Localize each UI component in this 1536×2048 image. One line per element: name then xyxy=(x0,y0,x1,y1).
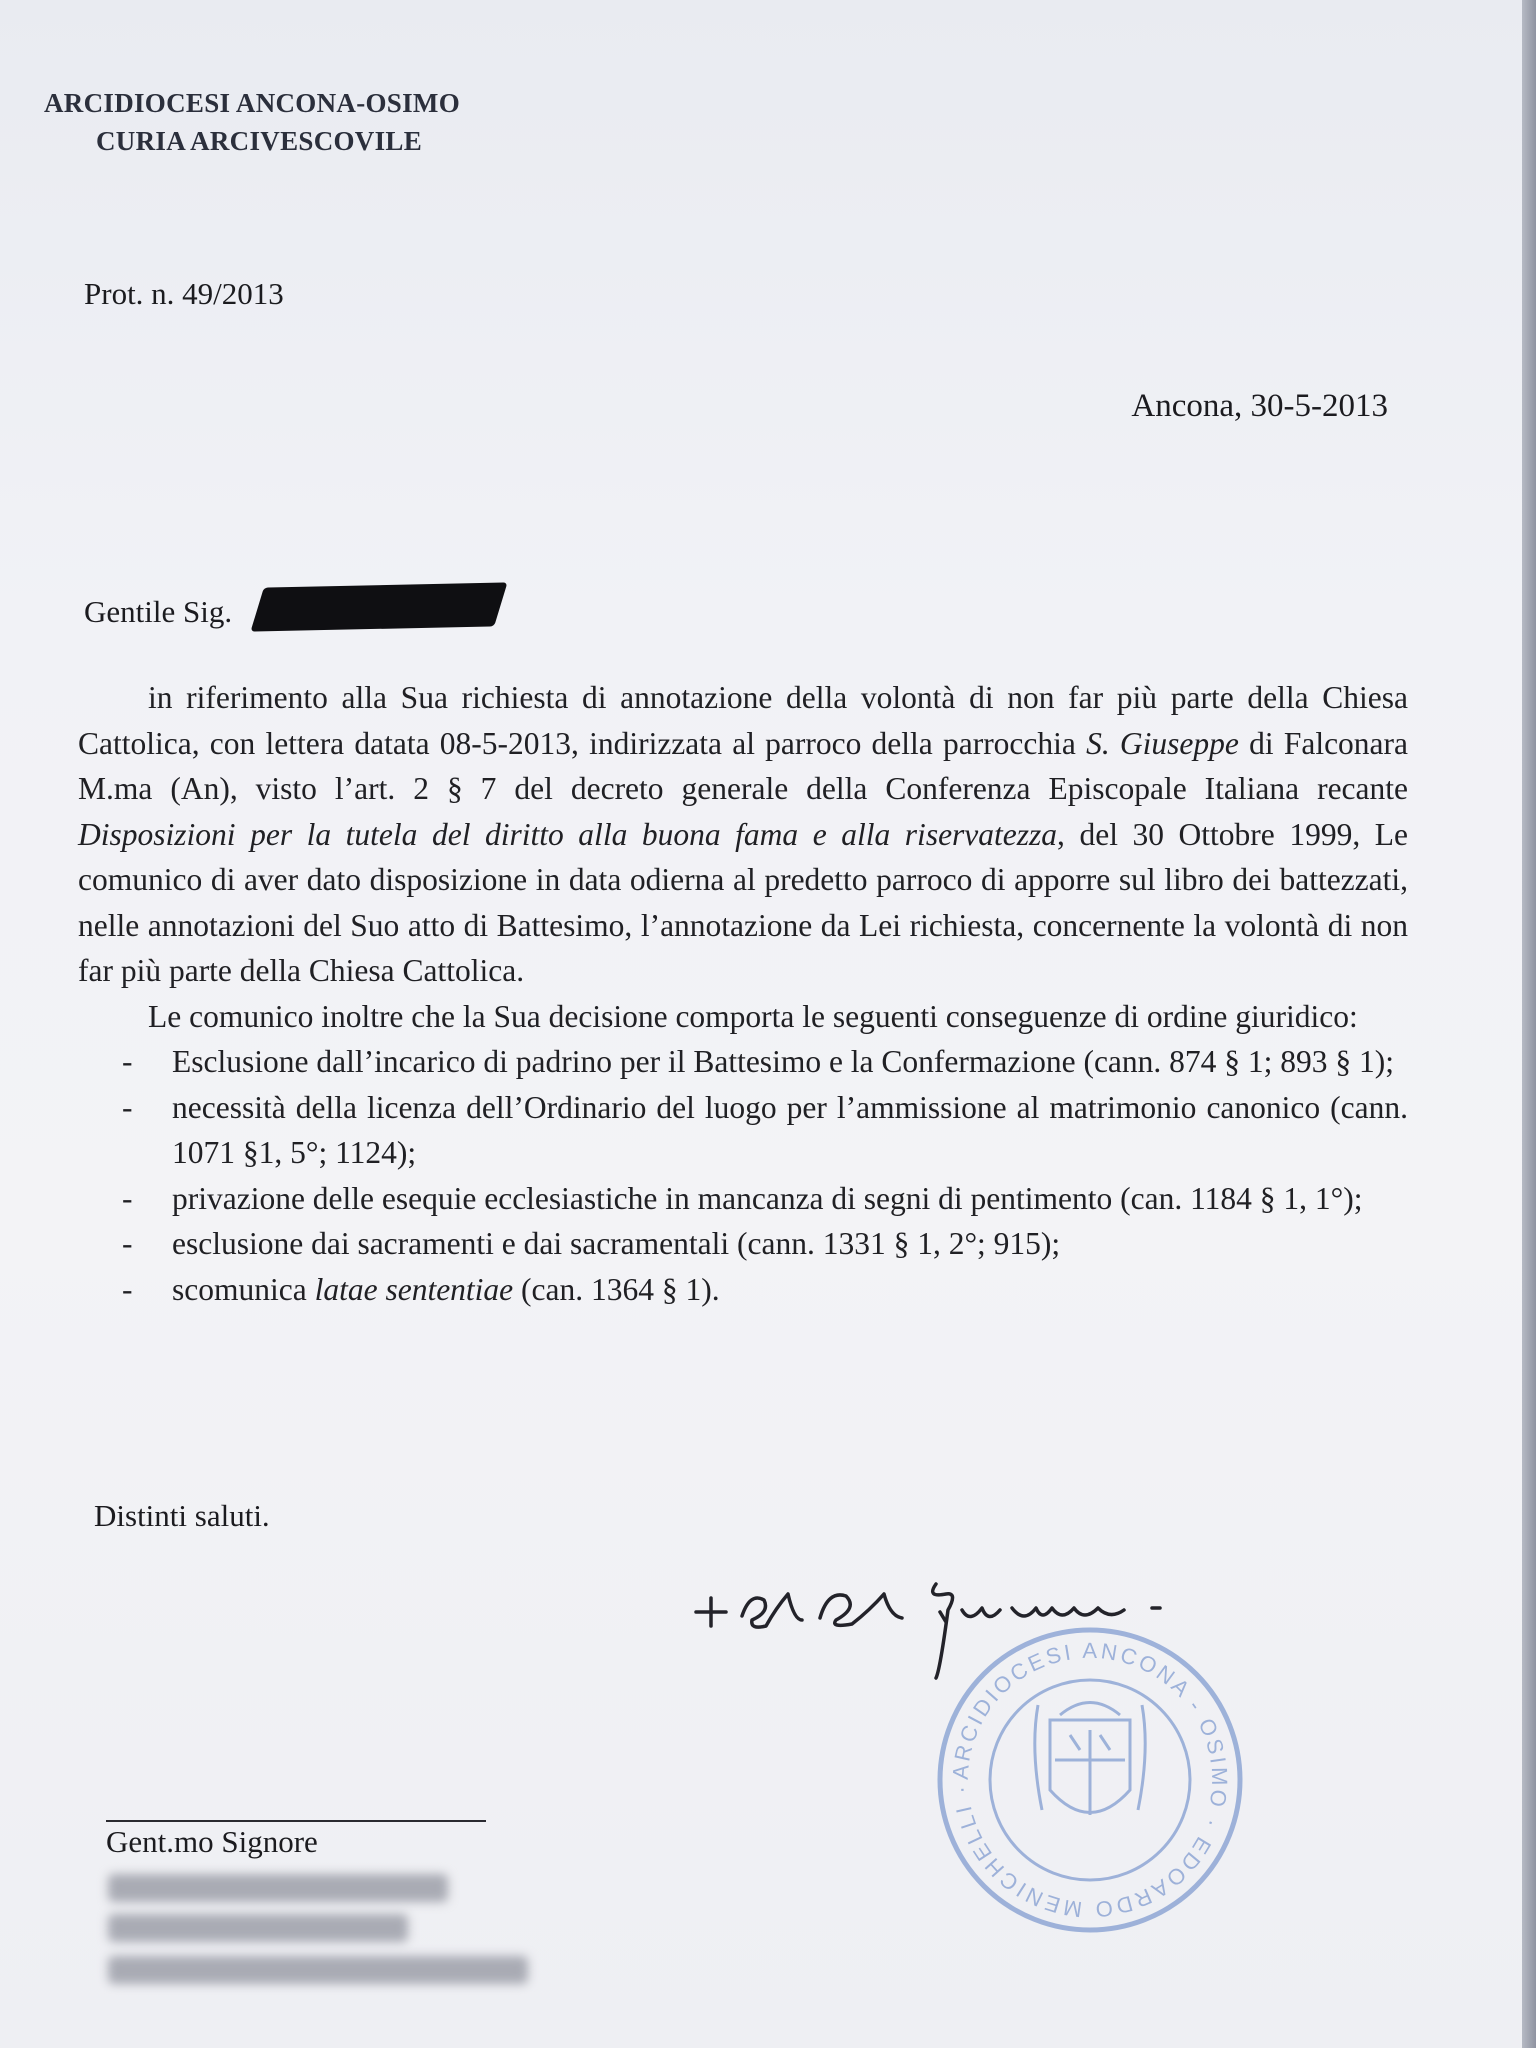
addressee-divider xyxy=(106,1820,486,1822)
letterhead-diocese: ARCIDIOCESI ANCONA-OSIMO xyxy=(44,88,460,118)
protocol-number: Prot. n. 49/2013 xyxy=(84,276,284,311)
list-item-text: esclusione dai sacramenti e dai sacramentali (cann. 1331 § 1, 2°; 915); xyxy=(172,1226,1061,1261)
list-item-text: (can. 1364 § 1). xyxy=(513,1271,720,1307)
letterhead-curia: CURIA ARCIVESCOVILE xyxy=(96,126,423,156)
letterhead xyxy=(44,84,460,160)
redacted-address xyxy=(108,1868,528,1998)
dash-bullet: - xyxy=(122,1226,133,1261)
redacted-name xyxy=(251,582,508,631)
stamp-text: ARCIDIOCESI ANCONA - OSIMO · EDOARDO MENICHELLI · xyxy=(947,1637,1233,1923)
paragraph-request xyxy=(78,675,1408,994)
dash-bullet: - xyxy=(122,1180,133,1216)
list-item xyxy=(78,1176,1408,1222)
latin-term: latae sententiae xyxy=(314,1271,514,1307)
paragraph-text: in riferimento alla Sua richiesta di annotazione della volontà di non far più parte della Chiesa Cattolica, con lettera datata 08-5-2013, indirizzata al parroco della parrocchia xyxy=(78,680,1408,761)
addressee-label: Gent.mo Signore xyxy=(106,1824,318,1859)
parish-name: S. Giuseppe xyxy=(1086,725,1239,761)
dash-bullet: - xyxy=(122,1089,133,1125)
list-item xyxy=(78,1267,1408,1313)
coat-of-arms-icon xyxy=(1035,1703,1145,1816)
place-date: Ancona, 30-5-2013 xyxy=(1131,388,1388,424)
list-item-text: Esclusione dall’incarico di padrino per il Battesimo e la Confermazione (cann. 874 § 1; 893 § 1); xyxy=(172,1044,1395,1079)
handwritten-signature xyxy=(690,1550,1270,1700)
paragraph-consequences: Le comunico inoltre che la Sua decisione comporta le seguenti conseguenze di ordine giuridico: xyxy=(148,998,1358,1034)
closing-greeting: Distinti saluti. xyxy=(94,1498,270,1533)
page-edge xyxy=(1522,0,1536,2048)
list-item-text: necessità della licenza dell’Ordinario del luogo per l’ammissione al matrimonio canonico (cann. 1071 §1, 5°; 1124); xyxy=(172,1089,1408,1170)
list-item xyxy=(78,1039,1408,1085)
paragraph-text: di Falconara M.ma (An), visto l’art. 2 § 7 del decreto generale della Conferenza Episcopale Italiana recante xyxy=(78,725,1409,806)
list-item-text: scomunica xyxy=(172,1271,315,1307)
list-item-text: privazione delle esequie ecclesiastiche in mancanza di segni di pentimento (can. 1184 § 1, 1°); xyxy=(172,1180,1363,1216)
letter-body xyxy=(78,675,1408,1312)
consequences-list xyxy=(78,1039,1408,1312)
list-item xyxy=(78,1085,1408,1176)
dash-bullet: - xyxy=(122,1044,133,1079)
decree-title: Disposizioni per la tutela del diritto alla buona fama e alla riservatezza xyxy=(78,816,1058,852)
salutation: Gentile Sig. xyxy=(84,594,233,629)
list-item xyxy=(78,1221,1408,1267)
dash-bullet: - xyxy=(122,1271,133,1307)
paragraph-text: , del 30 Ottobre 1999, Le comunico di aver dato disposizione in data odierna al predetto parroco di apporre sul libro dei battezzati, nelle annotazioni del Suo atto di Battesimo, l’annotazione da Lei richiesta, concernente la volontà di non far più parte della Chiesa Cattolica. xyxy=(78,816,1408,988)
